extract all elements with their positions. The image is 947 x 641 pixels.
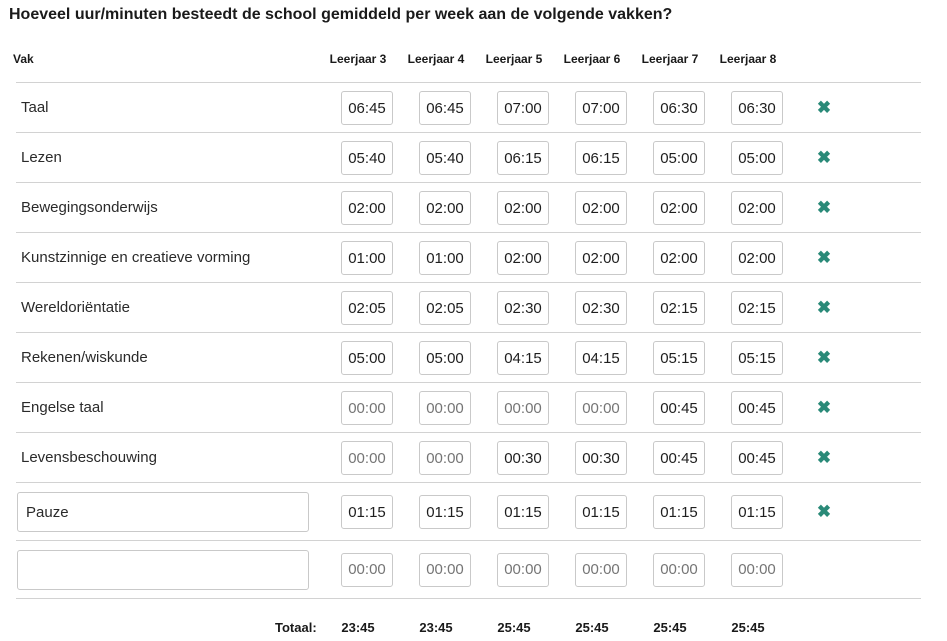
time-input-leerjaar-5[interactable] xyxy=(497,141,549,175)
time-input-leerjaar-6[interactable] xyxy=(575,191,627,225)
table-row-bewegingsonderwijs xyxy=(0,183,947,233)
time-input-leerjaar-8[interactable] xyxy=(731,141,783,175)
table-row-pauze xyxy=(0,483,947,541)
delete-row-x-icon[interactable]: ✖ xyxy=(816,198,832,217)
time-input-leerjaar-7[interactable] xyxy=(653,441,705,475)
time-input-leerjaar-5[interactable] xyxy=(497,441,549,475)
time-input-leerjaar-3[interactable] xyxy=(341,291,393,325)
header-leerjaar-6: Leerjaar 6 xyxy=(563,52,621,66)
new-subject-input[interactable] xyxy=(17,550,309,590)
time-input-leerjaar-8[interactable] xyxy=(731,495,783,529)
delete-row-x-icon[interactable]: ✖ xyxy=(816,398,832,417)
time-input-leerjaar-4[interactable] xyxy=(419,553,471,587)
delete-row-x-icon[interactable]: ✖ xyxy=(816,298,832,317)
subject-label: Taal xyxy=(21,99,49,116)
subject-input[interactable] xyxy=(17,492,309,532)
time-input-leerjaar-4[interactable] xyxy=(419,341,471,375)
time-input-leerjaar-6[interactable] xyxy=(575,241,627,275)
subject-label: Levensbeschouwing xyxy=(21,449,157,466)
time-input-leerjaar-3[interactable] xyxy=(341,191,393,225)
time-input-leerjaar-4[interactable] xyxy=(419,441,471,475)
time-input-leerjaar-4[interactable] xyxy=(419,291,471,325)
time-input-leerjaar-7[interactable] xyxy=(653,341,705,375)
table-row-new xyxy=(0,541,947,598)
time-input-leerjaar-7[interactable] xyxy=(653,391,705,425)
totals-label: Totaal: xyxy=(275,620,317,635)
time-input-leerjaar-8[interactable] xyxy=(731,441,783,475)
table-row-levensbeschouwing xyxy=(0,433,947,483)
table-row-taal xyxy=(0,83,947,133)
time-input-leerjaar-5[interactable] xyxy=(497,391,549,425)
time-input-leerjaar-6[interactable] xyxy=(575,553,627,587)
time-input-leerjaar-6[interactable] xyxy=(575,441,627,475)
delete-row-x-icon[interactable]: ✖ xyxy=(816,502,832,521)
time-input-leerjaar-4[interactable] xyxy=(419,191,471,225)
time-input-leerjaar-8[interactable] xyxy=(731,391,783,425)
time-input-leerjaar-3[interactable] xyxy=(341,241,393,275)
time-input-leerjaar-5[interactable] xyxy=(497,191,549,225)
time-input-leerjaar-3[interactable] xyxy=(341,391,393,425)
total-leerjaar-4: 23:45 xyxy=(419,620,453,635)
total-leerjaar-3: 23:45 xyxy=(341,620,375,635)
subject-label: Lezen xyxy=(21,149,62,166)
table-row-wereldorientatie xyxy=(0,283,947,333)
header-leerjaar-8: Leerjaar 8 xyxy=(719,52,777,66)
time-input-leerjaar-6[interactable] xyxy=(575,391,627,425)
time-input-leerjaar-3[interactable] xyxy=(341,495,393,529)
subject-label: Engelse taal xyxy=(21,399,104,416)
time-input-leerjaar-5[interactable] xyxy=(497,91,549,125)
time-input-leerjaar-7[interactable] xyxy=(653,91,705,125)
time-input-leerjaar-6[interactable] xyxy=(575,495,627,529)
time-input-leerjaar-5[interactable] xyxy=(497,495,549,529)
time-input-leerjaar-7[interactable] xyxy=(653,495,705,529)
total-leerjaar-5: 25:45 xyxy=(497,620,531,635)
time-input-leerjaar-4[interactable] xyxy=(419,495,471,529)
delete-row-x-icon[interactable]: ✖ xyxy=(816,148,832,167)
header-vak: Vak xyxy=(13,52,34,66)
time-input-leerjaar-5[interactable] xyxy=(497,291,549,325)
time-input-leerjaar-6[interactable] xyxy=(575,341,627,375)
time-input-leerjaar-4[interactable] xyxy=(419,241,471,275)
time-input-leerjaar-6[interactable] xyxy=(575,91,627,125)
subject-label: Wereldoriëntatie xyxy=(21,299,130,316)
table-row-kunstzinnige-en-creatieve-vorming xyxy=(0,233,947,283)
subject-label: Bewegingsonderwijs xyxy=(21,199,158,216)
time-input-leerjaar-3[interactable] xyxy=(341,441,393,475)
delete-row-x-icon[interactable]: ✖ xyxy=(816,248,832,267)
time-input-leerjaar-7[interactable] xyxy=(653,191,705,225)
header-leerjaar-7: Leerjaar 7 xyxy=(641,52,699,66)
time-input-leerjaar-8[interactable] xyxy=(731,291,783,325)
time-input-leerjaar-3[interactable] xyxy=(341,553,393,587)
table-row-engelse-taal xyxy=(0,383,947,433)
delete-row-x-icon[interactable]: ✖ xyxy=(816,448,832,467)
time-input-leerjaar-7[interactable] xyxy=(653,141,705,175)
time-input-leerjaar-8[interactable] xyxy=(731,341,783,375)
question-title: Hoeveel uur/minuten besteedt de school gemiddeld per week aan de volgende vakken? xyxy=(9,6,673,23)
subject-label: Kunstzinnige en creatieve vorming xyxy=(21,249,251,266)
total-leerjaar-8: 25:45 xyxy=(731,620,765,635)
time-input-leerjaar-5[interactable] xyxy=(497,553,549,587)
time-input-leerjaar-3[interactable] xyxy=(341,141,393,175)
time-input-leerjaar-4[interactable] xyxy=(419,141,471,175)
time-input-leerjaar-5[interactable] xyxy=(497,341,549,375)
header-leerjaar-3: Leerjaar 3 xyxy=(329,52,387,66)
table-row-lezen xyxy=(0,133,947,183)
time-input-leerjaar-6[interactable] xyxy=(575,141,627,175)
time-input-leerjaar-8[interactable] xyxy=(731,91,783,125)
time-input-leerjaar-8[interactable] xyxy=(731,191,783,225)
header-leerjaar-5: Leerjaar 5 xyxy=(485,52,543,66)
subject-label: Rekenen/wiskunde xyxy=(21,349,148,366)
time-input-leerjaar-8[interactable] xyxy=(731,553,783,587)
time-input-leerjaar-7[interactable] xyxy=(653,553,705,587)
time-input-leerjaar-3[interactable] xyxy=(341,341,393,375)
time-input-leerjaar-8[interactable] xyxy=(731,241,783,275)
time-input-leerjaar-4[interactable] xyxy=(419,91,471,125)
time-input-leerjaar-3[interactable] xyxy=(341,91,393,125)
time-input-leerjaar-4[interactable] xyxy=(419,391,471,425)
total-leerjaar-7: 25:45 xyxy=(653,620,687,635)
delete-row-x-icon[interactable]: ✖ xyxy=(816,348,832,367)
time-input-leerjaar-5[interactable] xyxy=(497,241,549,275)
row-divider xyxy=(16,598,921,599)
time-input-leerjaar-6[interactable] xyxy=(575,291,627,325)
table-row-rekenen-wiskunde xyxy=(0,333,947,383)
delete-row-x-icon[interactable]: ✖ xyxy=(816,98,832,117)
header-leerjaar-4: Leerjaar 4 xyxy=(407,52,465,66)
time-input-leerjaar-7[interactable] xyxy=(653,291,705,325)
time-input-leerjaar-7[interactable] xyxy=(653,241,705,275)
total-leerjaar-6: 25:45 xyxy=(575,620,609,635)
